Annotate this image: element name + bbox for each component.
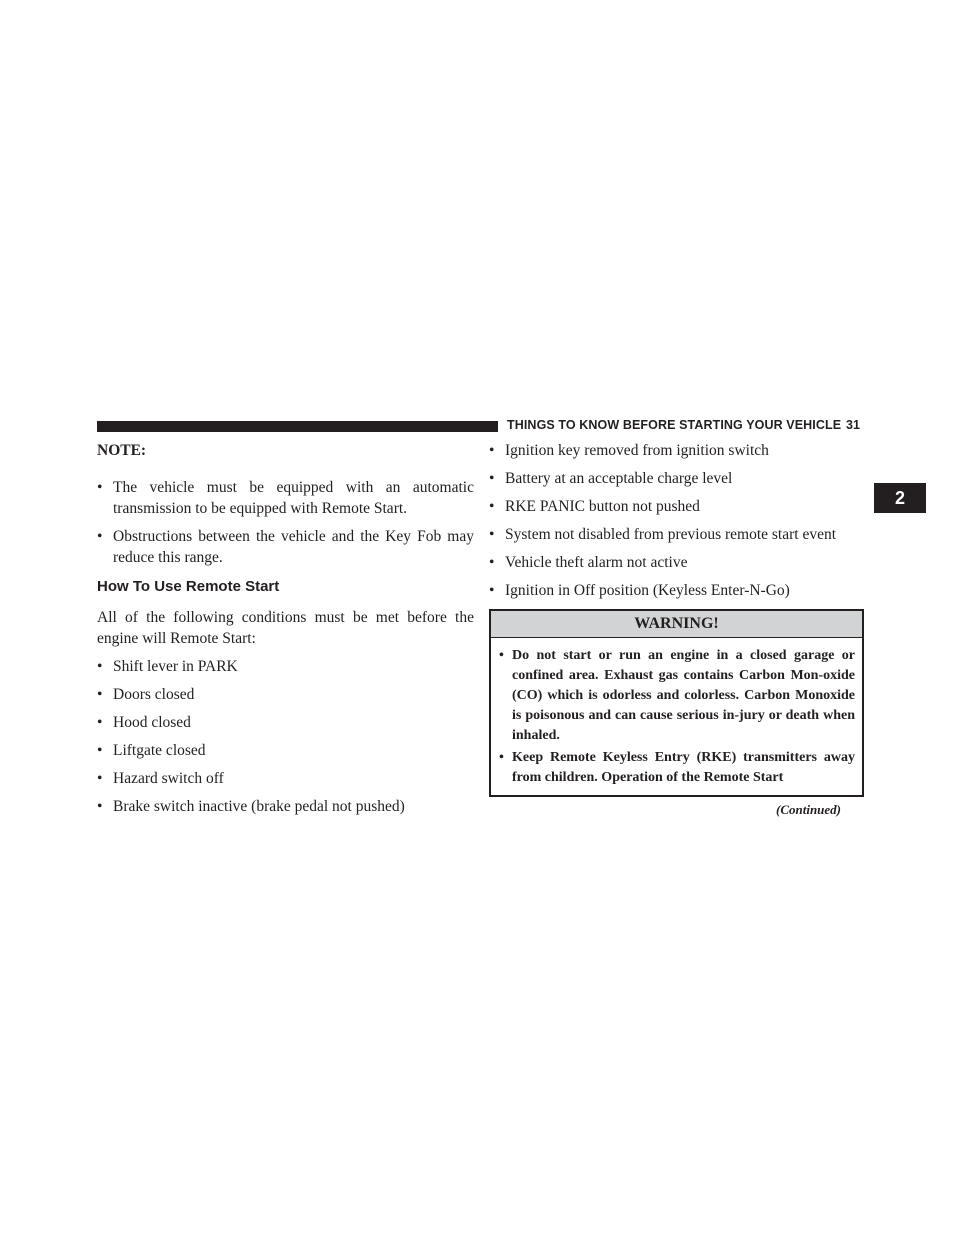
list-item <box>489 580 864 601</box>
bullet-icon: • <box>489 498 495 515</box>
page-number: 31 <box>846 418 860 432</box>
warning-box <box>489 609 864 797</box>
list-item-text: RKE PANIC button not pushed <box>505 498 700 515</box>
list-item-text: Hood closed <box>113 714 191 731</box>
list-item-text: Ignition in Off position (Keyless Enter-N-Go) <box>505 582 790 599</box>
bullet-icon: • <box>489 526 495 543</box>
bullet-icon: • <box>97 479 103 496</box>
list-item-text: Doors closed <box>113 686 195 703</box>
list-item <box>97 684 474 705</box>
warning-title: WARNING! <box>491 611 862 638</box>
list-item <box>489 496 864 517</box>
list-item <box>489 440 864 461</box>
bullet-icon: • <box>97 658 103 675</box>
list-item-text: Shift lever in PARK <box>113 658 238 675</box>
bullet-icon: • <box>489 582 495 599</box>
bullet-icon: • <box>489 442 495 459</box>
bullet-icon: • <box>489 554 495 571</box>
bullet-icon: • <box>97 528 103 545</box>
list-item <box>97 740 474 761</box>
bullet-icon: • <box>499 750 504 765</box>
continued-label: (Continued) <box>776 802 842 817</box>
list-item-text: Battery at an acceptable charge level <box>505 470 733 487</box>
list-item-text: Ignition key removed from ignition switch <box>505 442 769 459</box>
header-bar <box>97 421 498 432</box>
bullet-icon: • <box>489 470 495 487</box>
list-item-text: Hazard switch off <box>113 770 224 787</box>
list-item-text: Liftgate closed <box>113 742 206 759</box>
list-item <box>489 524 864 545</box>
list-item-text: System not disabled from previous remote start event <box>505 526 837 543</box>
list-item-text: Keep Remote Keyless Entry (RKE) transmitters away from children. Operation of the Remote Start <box>512 750 855 785</box>
bullet-icon: • <box>499 648 504 663</box>
list-item-text: Obstructions between the vehicle and the Key Fob may reduce this range. <box>113 528 474 566</box>
list-item <box>489 552 864 573</box>
list-item-text: Vehicle theft alarm not active <box>505 554 688 571</box>
list-item <box>97 768 474 789</box>
warning-list <box>499 646 855 788</box>
list-item <box>97 477 474 519</box>
running-header-title: THINGS TO KNOW BEFORE STARTING YOUR VEHICLE <box>507 418 842 432</box>
list-item <box>97 656 474 677</box>
list-item-text: Brake switch inactive (brake pedal not pushed) <box>113 798 405 815</box>
left-column <box>97 440 474 824</box>
bullet-icon: • <box>97 714 103 731</box>
bullet-icon: • <box>97 770 103 787</box>
bullet-icon: • <box>97 798 103 815</box>
list-item-text: The vehicle must be equipped with an automatic transmission to be equipped with Remote Start. <box>113 479 474 517</box>
list-item <box>499 646 855 746</box>
conditions-list-continued <box>489 440 864 601</box>
list-item <box>489 468 864 489</box>
section-heading: How To Use Remote Start <box>97 578 280 595</box>
note-list <box>97 477 474 568</box>
conditions-list <box>97 656 474 817</box>
chapter-tab: 2 <box>874 483 926 513</box>
warning-body <box>491 638 862 795</box>
bullet-icon: • <box>97 742 103 759</box>
right-column <box>489 440 864 797</box>
list-item <box>499 748 855 788</box>
note-label: NOTE: <box>97 442 147 459</box>
bullet-icon: • <box>97 686 103 703</box>
list-item-text: Do not start or run an engine in a closed garage or confined area. Exhaust gas contains Carbon Mon-oxide (CO) which is odorless and colorless. Carbon Monoxide is poisonous and can cause serious in-jury or death when inhaled. <box>512 648 855 743</box>
list-item <box>97 712 474 733</box>
intro-paragraph: All of the following conditions must be met before the engine will Remote Start: <box>97 609 474 647</box>
list-item <box>97 796 474 817</box>
list-item <box>97 526 474 568</box>
